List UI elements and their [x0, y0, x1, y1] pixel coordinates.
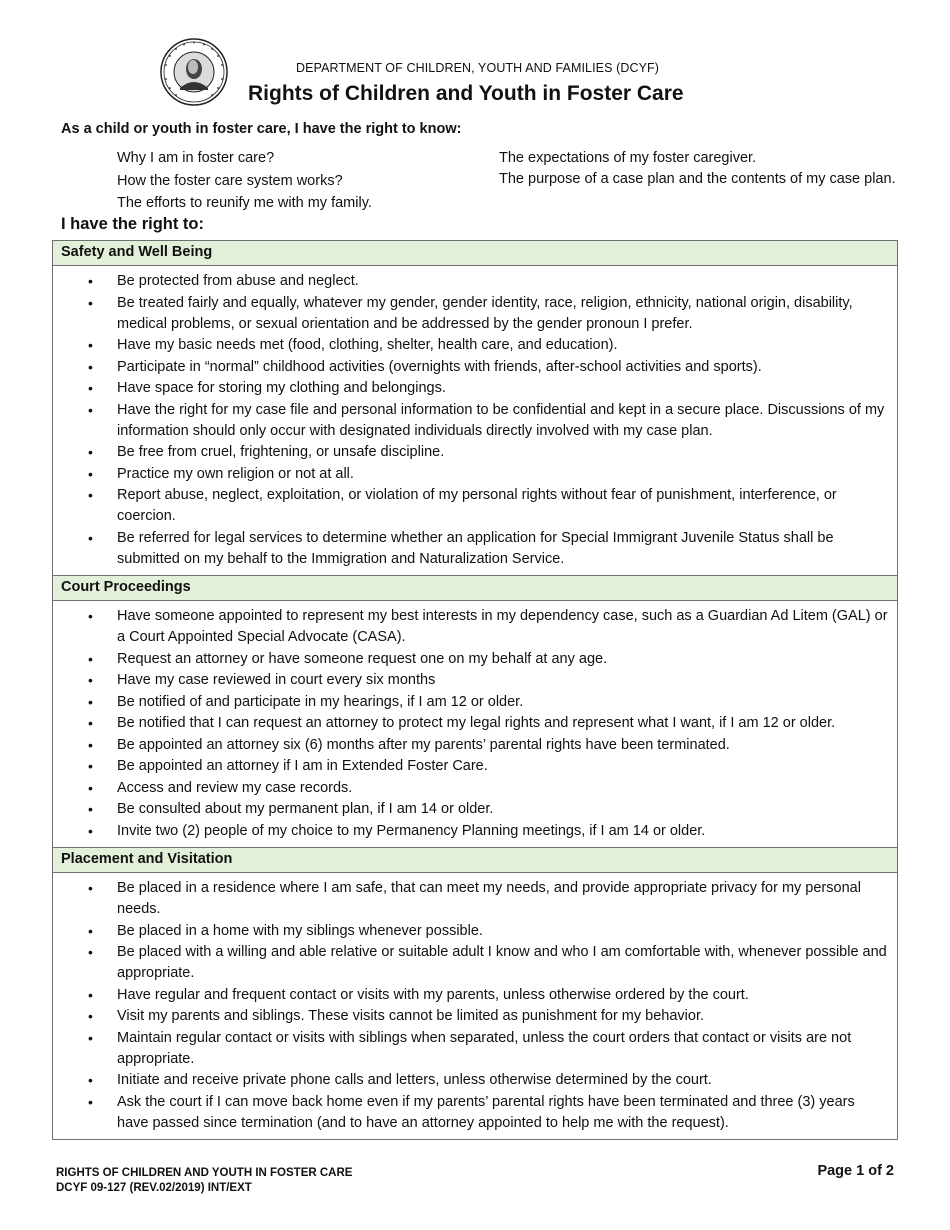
washington-state-seal-icon [160, 38, 228, 106]
bullet-icon: • [88, 758, 93, 774]
bullet-icon: • [88, 465, 93, 482]
bullet-icon: • [88, 444, 93, 460]
bullet-icon: • [88, 922, 93, 939]
know-item: How the foster care system works? [117, 172, 343, 189]
section-list-placement [53, 873, 897, 1139]
bullet-icon: • [88, 801, 93, 817]
list-item: • Be protected from abuse and neglect. [53, 271, 889, 292]
form-number: DCYF 09-127 (REV.02/2019) INT/EXT [56, 1182, 252, 1194]
list-item: • Be appointed an attorney six (6) months after my parents’ parental rights have been terminated. [53, 735, 889, 756]
bullet-icon: • [88, 736, 93, 753]
form-title: RIGHTS OF CHILDREN AND YOUTH IN FOSTER CARE [56, 1167, 353, 1179]
bullet-icon: • [88, 337, 93, 353]
bullet-icon: • [88, 401, 93, 418]
bullet-icon: • [88, 672, 93, 688]
bullet-icon: • [88, 294, 93, 311]
list-item: • Have my basic needs met (food, clothing, shelter, health care, and education). [53, 335, 889, 356]
rights-heading: I have the right to: [61, 215, 205, 233]
list-item: • Be free from cruel, frightening, or unsafe discipline. [53, 442, 889, 463]
bullet-icon: • [88, 487, 93, 503]
list-item: • Be placed in a home with my siblings whenever possible. [53, 921, 889, 942]
bullet-icon: • [88, 693, 93, 710]
list-item: • Have regular and frequent contact or visits with my parents, unless otherwise ordered by the court. [53, 985, 889, 1006]
list-item: • Have someone appointed to represent my best interests in my dependency case, such as a Guardian Ad Litem (GAL) or a Court Appointed Special Advocate (CASA). [88, 608, 888, 645]
right-to-know-right-list [499, 148, 899, 190]
list-item: • Participate in “normal” childhood activities (overnights with friends, after-school activities and sports). [53, 357, 889, 378]
know-item: The purpose of a case plan and the contents of my case plan. [499, 171, 896, 187]
bullet-icon: • [88, 779, 93, 796]
list-item: • Ask the court if I can move back home even if my parents’ parental rights have been terminated and three (3) years have passed since termination (and to have an attorney appointed to help me with the request). [88, 1093, 855, 1131]
bullet-icon: • [88, 529, 93, 546]
bullet-icon: • [88, 822, 93, 839]
section-list-court [53, 601, 897, 847]
section-header-placement: Placement and Visitation [53, 847, 897, 873]
list-item: • Be consulted about my permanent plan, if I am 14 or older. [53, 799, 889, 820]
know-item: Why I am in foster care? [117, 150, 275, 166]
bullet-icon: • [88, 273, 93, 289]
know-item: The efforts to reunify me with my family. [117, 195, 372, 211]
list-item: • Be placed in a residence where I am safe, that can meet my needs, and provide appropriate privacy for my personal needs. [88, 880, 861, 917]
list-item: • Have my case reviewed in court every six months [53, 670, 889, 691]
list-item: • Be appointed an attorney if I am in Extended Foster Care. [53, 756, 889, 777]
right-to-know-left-list [117, 147, 487, 215]
list-item: • Be notified that I can request an attorney to protect my legal rights and represent what I want, if I am 12 or older. [53, 713, 889, 734]
bullet-icon: • [88, 944, 93, 960]
list-item: • Practice my own religion or not at all. [53, 464, 889, 485]
list-item: • Initiate and receive private phone calls and letters, unless otherwise determined by the court. [53, 1070, 889, 1091]
list-item: • Access and review my case records. [53, 778, 889, 799]
list-item: • Visit my parents and siblings. These visits cannot be limited as punishment for my behavior. [53, 1006, 889, 1027]
bullet-icon: • [88, 608, 93, 624]
right-to-know-heading: As a child or youth in foster care, I have the right to know: [61, 121, 462, 137]
list-item: • Request an attorney or have someone request one on my behalf at any age. [53, 649, 889, 670]
bullet-icon: • [88, 358, 93, 375]
list-item: • Be referred for legal services to determine whether an application for Special Immigrant Juvenile Status shall be submitted on my behalf to the Immigration and Naturalization Service. [88, 529, 834, 567]
page-number: Page 1 of 2 [817, 1163, 894, 1179]
rights-table [52, 240, 898, 1140]
bullet-icon: • [88, 715, 93, 731]
section-header-court: Court Proceedings [53, 575, 897, 601]
bullet-icon: • [88, 880, 93, 896]
form-footer [56, 1166, 352, 1196]
bullet-icon: • [88, 1072, 93, 1088]
bullet-icon: • [88, 650, 93, 667]
bullet-icon: • [88, 986, 93, 1003]
department-name: DEPARTMENT OF CHILDREN, YOUTH AND FAMILIES (DCYF) [296, 61, 660, 75]
list-item: • Report abuse, neglect, exploitation, or violation of my personal rights without fear of punishment, interference, or coercion. [88, 487, 837, 524]
list-item: • Be placed with a willing and able relative or suitable adult I know and who I am comfortable with, whenever possible and appropriate. [88, 944, 887, 981]
list-item: • Invite two (2) people of my choice to my Permanency Planning meetings, if I am 14 or older. [53, 821, 889, 842]
bullet-icon: • [88, 1093, 93, 1110]
bullet-icon: • [88, 380, 93, 396]
list-item: • Be notified of and participate in my hearings, if I am 12 or older. [53, 692, 889, 713]
list-item: • Have the right for my case file and personal information to be confidential and kept in a secure place. Discussions of my information should only occur with designated individuals directly involved with my case plan. [88, 401, 885, 439]
bullet-icon: • [88, 1029, 93, 1046]
bullet-icon: • [88, 1008, 93, 1024]
list-item: • Have space for storing my clothing and belongings. [53, 378, 889, 399]
list-item: • Be treated fairly and equally, whatever my gender, gender identity, race, religion, ethnicity, national origin, disability, medical problems, or sexual orientation and be addressed by the gender pronoun I prefer. [88, 294, 853, 332]
section-list-safety [53, 266, 897, 575]
section-header-safety: Safety and Well Being [53, 241, 897, 266]
list-item: • Maintain regular contact or visits with siblings when separated, unless the court orders that contact or visits are not appropriate. [88, 1029, 852, 1067]
know-item: The expectations of my foster caregiver. [499, 150, 757, 166]
page-title: Rights of Children and Youth in Foster Care [248, 82, 684, 105]
